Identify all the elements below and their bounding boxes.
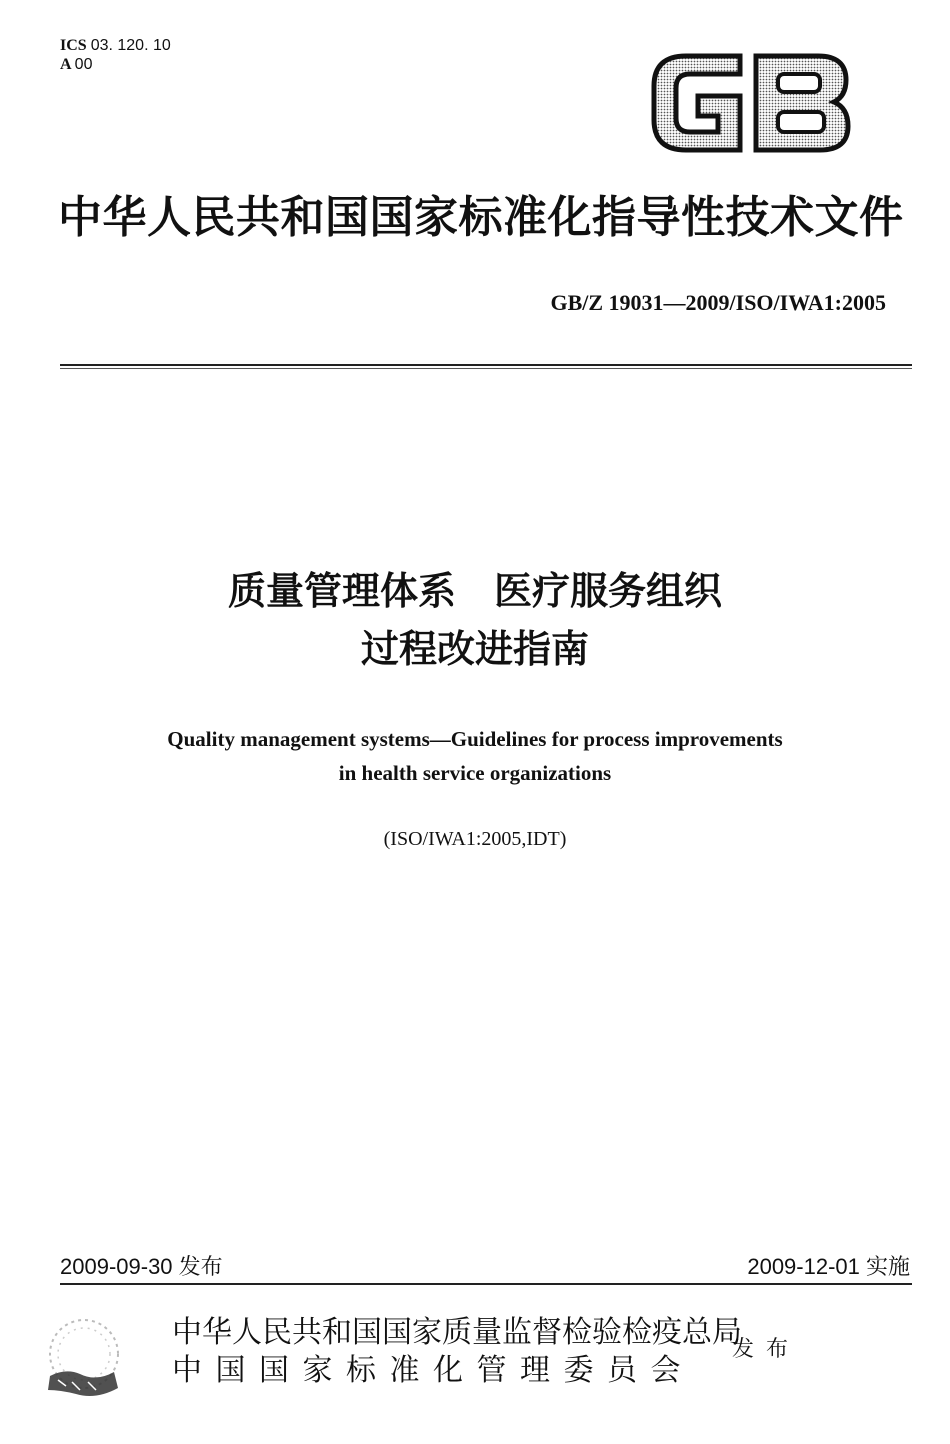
title-chinese-line2: 过程改进指南 bbox=[360, 627, 589, 671]
classification-codes bbox=[60, 36, 171, 74]
standard-number: GB/Z 19031—2009/ISO/IWA1:2005 bbox=[550, 290, 886, 315]
bottom-divider bbox=[60, 1283, 912, 1285]
equivalence-note: (ISO/IWA1:2005,IDT) bbox=[383, 828, 567, 850]
ics-line bbox=[60, 36, 171, 55]
issuer-sac: 中国国家标准化管理委员会 bbox=[172, 1353, 694, 1388]
title-english-line1: Quality management systems—Guidelines for process improvements bbox=[167, 727, 783, 751]
ccs-label: A bbox=[60, 56, 71, 73]
official-seal bbox=[36, 1310, 136, 1410]
ccs-code: 00 bbox=[74, 56, 93, 73]
publish-date: 2009-09-30 发布 bbox=[60, 1254, 223, 1279]
ccs-line bbox=[60, 55, 171, 74]
title-chinese bbox=[0, 562, 950, 678]
top-divider-thin bbox=[60, 368, 912, 369]
issuing-authorities bbox=[172, 1314, 742, 1390]
ics-code: 03. 120. 10 bbox=[90, 37, 171, 54]
document-type-heading: 中华人民共和国国家标准化指导性技术文件 bbox=[58, 192, 904, 243]
title-english bbox=[0, 722, 950, 790]
title-chinese-line1: 质量管理体系 医疗服务组织 bbox=[227, 569, 722, 613]
issuer-aqsiq: 中华人民共和国国家质量监督检验检疫总局 bbox=[172, 1315, 742, 1350]
top-divider bbox=[60, 364, 912, 366]
gb-logo-icon bbox=[648, 48, 854, 158]
implementation-date: 2009-12-01 实施 bbox=[747, 1254, 910, 1279]
title-english-line2: in health service organizations bbox=[338, 761, 612, 785]
issue-label: 发布 bbox=[732, 1337, 801, 1362]
gb-logo bbox=[648, 48, 854, 158]
ics-label: ICS bbox=[60, 37, 87, 54]
official-seal-icon bbox=[36, 1310, 136, 1410]
